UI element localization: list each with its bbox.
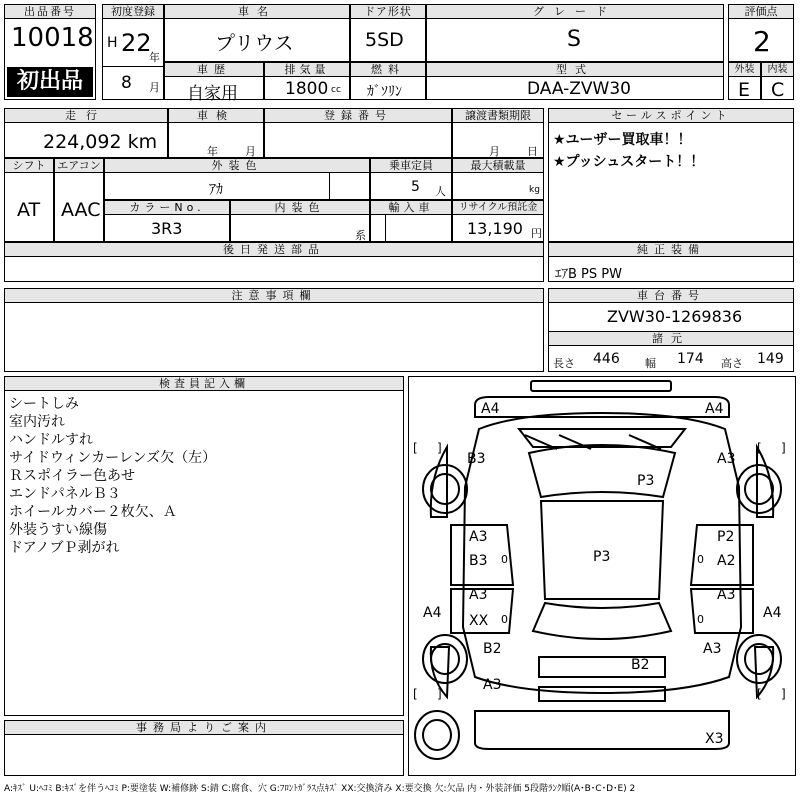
color-no-label: カラーNo. — [105, 201, 229, 215]
ac-label: エアコン — [55, 159, 103, 173]
color-no-box — [104, 200, 230, 242]
mark-right-side-sill: A4 — [763, 605, 782, 621]
bracket-8: ] — [781, 687, 786, 701]
model-box — [426, 62, 724, 100]
handle-mark-3: 0 — [501, 613, 508, 626]
grade-label: グレード — [427, 5, 723, 19]
inspection-label: 車検 — [169, 109, 263, 123]
car-diagram — [408, 376, 796, 776]
seats-unit: 人 — [435, 185, 446, 198]
inspection-box — [168, 108, 264, 158]
car-name-box — [164, 4, 350, 62]
reg-year: 22 — [121, 29, 152, 57]
import-label: 輸入車 — [371, 201, 451, 215]
seats-label: 乗車定員 — [371, 159, 451, 173]
shift-value: AT — [17, 199, 41, 221]
grade-box — [426, 4, 724, 62]
ac-box — [54, 158, 104, 242]
dims-label: 諸元 — [549, 331, 793, 346]
mark-front-right-bumper: A4 — [705, 401, 724, 417]
mileage-box — [4, 108, 168, 158]
length-label: 長さ — [553, 357, 575, 370]
mileage-label: 走行 — [5, 109, 167, 123]
sales-points-box — [548, 108, 794, 242]
shift-label: シフト — [5, 159, 53, 173]
inspector-line-2: 室内汚れ — [9, 414, 65, 430]
interior-box — [761, 62, 794, 100]
equipment-value: ｴｱB PS PW — [555, 267, 622, 282]
transfer-box — [452, 108, 544, 158]
chassis-value: ZVW30-1269836 — [607, 307, 743, 326]
recycle-unit: 円 — [531, 227, 542, 240]
door-label: ドア形状 — [351, 5, 425, 19]
first-registration-box — [102, 4, 164, 100]
score-box — [728, 4, 794, 62]
equipment-box — [548, 242, 794, 282]
interior-label: 内装 — [762, 63, 793, 77]
transfer-label: 譲渡書類期限 — [453, 109, 543, 123]
handle-mark-1: 0 — [501, 553, 508, 566]
ac-value: AAC — [61, 199, 101, 221]
mark-left-rear-door-replaced: XX — [469, 613, 489, 629]
caution-label: 注意事項欄 — [5, 289, 543, 303]
mileage-value: 224,092 km — [43, 131, 158, 153]
history-label: 車歴 — [165, 63, 263, 77]
inspector-line-5: Ｒスポイラー色あせ — [9, 468, 135, 484]
equipment-label: 純正装備 — [549, 243, 793, 257]
height-label: 高さ — [721, 357, 743, 370]
sales-point-1: ★ユーザー買取車！！ — [553, 132, 692, 148]
car-name-label: 車名 — [165, 5, 349, 19]
mark-rear-bumper: X3 — [705, 731, 724, 747]
mark-hood: P3 — [637, 473, 655, 489]
ext-color-value: ｱｶ — [209, 182, 223, 198]
ext-color-label: 外装色 — [105, 159, 369, 173]
mark-left-rear-door: A3 — [469, 587, 488, 603]
first-listing-badge: 初出品 — [7, 67, 93, 97]
bracket-6: ] — [437, 687, 442, 701]
length-value: 446 — [593, 351, 620, 367]
sales-point-2: ★プッシュスタート！！ — [553, 154, 705, 170]
door-value: 5SD — [365, 29, 404, 51]
load-label: 最大積載量 — [453, 159, 543, 173]
inspector-line-9: ドアノブＰ剥がれ — [9, 540, 120, 556]
load-unit: kg — [529, 185, 540, 195]
recycle-value: 13,190 — [467, 219, 523, 238]
month-unit: 月 — [149, 81, 160, 94]
exterior-box — [728, 62, 761, 100]
mark-trunk: B2 — [631, 657, 650, 673]
load-box — [452, 158, 544, 200]
later-parts-box — [4, 242, 544, 282]
displacement-unit: cc — [331, 85, 341, 95]
recycle-label: リサイクル預託金 — [453, 201, 543, 215]
model-label: 型式 — [427, 63, 723, 77]
mark-left-side-sill: A4 — [423, 605, 442, 621]
inspector-box — [4, 376, 404, 716]
shift-box — [4, 158, 54, 242]
mark-left-front-door-top: A3 — [469, 529, 488, 545]
transfer-day: 日 — [527, 145, 538, 158]
sales-label: セールスポイント — [549, 109, 793, 123]
fuel-box — [350, 62, 426, 100]
inspector-line-6: エンドパネルＢ３ — [9, 486, 121, 502]
interior-value: C — [771, 79, 785, 101]
displacement-label: 排気量 — [265, 63, 349, 77]
chassis-box — [548, 288, 794, 372]
lot-label: 出品番号 — [5, 5, 95, 19]
car-outline-drawing — [409, 377, 795, 775]
fuel-value: ｶﾞｿﾘﾝ — [367, 84, 402, 100]
mark-left-front-door: B3 — [469, 553, 488, 569]
int-color-unit: 系 — [355, 229, 366, 242]
displacement-box — [264, 62, 350, 100]
score-label: 評価点 — [729, 5, 793, 19]
reg-number-label: 登録番号 — [265, 109, 451, 123]
handle-mark-4: 0 — [697, 613, 704, 626]
mark-right-rear-door: A3 — [717, 587, 736, 603]
inspection-year-unit: 年 — [207, 145, 218, 158]
inspector-line-4: サイドウィンカーレンズ欠（左） — [9, 450, 217, 466]
width-label: 幅 — [645, 357, 656, 370]
inspector-label: 検査員記入欄 — [5, 377, 403, 391]
score-value: 2 — [753, 25, 771, 58]
bracket-4: ] — [781, 441, 786, 455]
inspector-line-1: シートしみ — [9, 396, 79, 412]
inspection-month-unit: 月 — [245, 145, 256, 158]
mark-right-front-door-top: P2 — [717, 529, 735, 545]
width-value: 174 — [677, 351, 704, 367]
history-value: 自家用 — [187, 84, 238, 104]
mark-left-rear-fender: B2 — [483, 641, 502, 657]
mark-front-right-fender: A3 — [717, 451, 736, 467]
mark-left-quarter: A3 — [483, 677, 502, 693]
legend-footer: A:ｷｽﾞ U:ﾍｺﾐ B:ｷｽﾞを伴うﾍｺﾐ P:要塗装 W:補修跡 S:錆 C:腐食、穴 G:ﾌﾛﾝﾄｶﾞﾗｽ点ｷｽﾞ XX:交換済み X:要交換 欠:欠品 内・外装評価 5段階ﾗﾝｸ順(A･B･C･D･E) 2 — [4, 784, 636, 794]
bracket-1: [ — [413, 441, 418, 455]
era: H — [107, 35, 118, 51]
transfer-month: 月 — [489, 145, 500, 158]
mark-front-left-fender: B3 — [467, 451, 486, 467]
inspector-line-7: ホイールカバー２枚欠、Ａ — [9, 504, 177, 520]
chassis-label: 車台番号 — [549, 289, 793, 303]
exterior-value: E — [738, 79, 751, 101]
int-color-box — [230, 200, 370, 242]
displacement-value: 1800 — [285, 79, 329, 99]
import-box — [370, 200, 452, 242]
mark-roof: P3 — [593, 549, 611, 565]
reg-month: 8 — [121, 73, 132, 93]
bracket-3: [ — [757, 441, 762, 455]
mark-front-left-bumper: A4 — [481, 401, 500, 417]
height-value: 149 — [757, 351, 784, 367]
mark-right-rear-fender: A3 — [703, 641, 722, 657]
recycle-box — [452, 200, 544, 242]
history-box — [164, 62, 264, 104]
bracket-7: [ — [757, 687, 762, 701]
model-value: DAA-ZVW30 — [527, 79, 632, 99]
caution-box — [4, 288, 544, 372]
reg-number-box — [264, 108, 452, 158]
ext-color-box — [104, 158, 370, 200]
bracket-2: ] — [437, 441, 442, 455]
grade-value: S — [567, 27, 581, 52]
seats-value: 5 — [411, 179, 420, 195]
exterior-label: 外装 — [729, 63, 760, 77]
seats-box — [370, 158, 452, 200]
office-label: 事務局よりご案内 — [5, 721, 403, 735]
year-unit: 年 — [149, 51, 160, 64]
color-no-value: 3R3 — [151, 219, 183, 238]
first-reg-label: 初度登録 — [103, 5, 163, 19]
car-name: プリウス — [215, 31, 294, 55]
inspector-line-3: ハンドルすれ — [9, 432, 93, 448]
lot-box — [4, 4, 96, 100]
int-color-label: 内装色 — [231, 201, 369, 215]
fuel-label: 燃料 — [351, 63, 425, 77]
inspector-notes — [9, 395, 216, 557]
handle-mark-2: 0 — [697, 553, 704, 566]
later-parts-label: 後日発送部品 — [5, 243, 543, 257]
inspector-line-8: 外装うすい線傷 — [9, 522, 107, 538]
lot-number: 10018 — [11, 23, 94, 53]
mark-right-front-door: A2 — [717, 553, 736, 569]
office-box — [4, 720, 404, 776]
bracket-5: [ — [413, 687, 418, 701]
door-box — [350, 4, 426, 62]
